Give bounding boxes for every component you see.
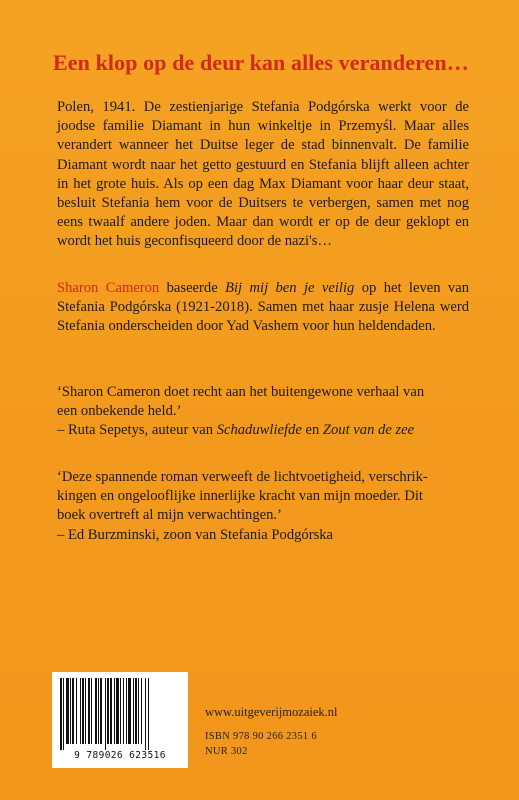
review-quote-1 <box>57 383 477 441</box>
barcode <box>52 672 188 768</box>
nur-text: NUR 302 <box>205 746 248 757</box>
barcode-digits: 9 789026 623516 <box>74 750 166 761</box>
quote1-line1: ‘Sharon Cameron doet recht aan het buitengewone verhaal van <box>57 384 425 400</box>
quote1-attr-a: – Ruta Sepetys, auteur van <box>57 422 217 439</box>
quote1-attribution <box>57 421 477 440</box>
quote2-line1: ‘Deze spannende roman verweeft de lichtvoetigheid, verschrik- <box>57 469 428 485</box>
review-quote-2 <box>57 468 477 545</box>
publisher-website: www.uitgeverijmozaiek.nl <box>205 705 338 719</box>
quote2-attribution: – Ed Burzminski, zoon van Stefania Podgórska <box>57 526 334 543</box>
author-note-paragraph <box>57 279 469 337</box>
publisher-info <box>205 705 337 759</box>
quote1-line2: een onbekende held.’ <box>57 403 182 420</box>
author-note-text-b: op het leven van Stefania Podgórska (1921-2018). Samen met haar zusje Helena werd Stefania onderscheiden door Yad Vashem voor hun heldendaden. <box>57 280 469 335</box>
author-note-text-a: baseerde <box>159 280 226 296</box>
quote1-book-a: Schaduwliefde <box>216 422 302 439</box>
quote2-line3: boek overtreft al mijn verwachtingen.’ <box>57 507 282 524</box>
isbn-text: ISBN 978 90 266 2351 6 <box>205 731 317 742</box>
quote1-book-b: Zout van de zee <box>322 422 415 439</box>
synopsis-paragraph: Polen, 1941. De zestienjarige Stefania Podgórska werkt voor de joodse familie Diamant in hun winkeltje in Przemyśl. Maar alles verandert wanneer het Duitse leger de stad binnenvalt. De familie Diamant wordt naar het getto gestuurd en Stefania blijft alleen achter in het grote huis. Als op een dag Max Diamant voor haar deur staat, besluit Stefania hem voor de Duitsers te verbergen, samen met nog eens twaalf andere joden. Maar dan wordt er op de deur geklopt en wordt het huis geconfisqueerd door de nazi's… <box>57 99 469 250</box>
barcode-bars-icon <box>58 678 182 750</box>
quote1-attr-mid: en <box>301 422 323 439</box>
quote2-line2: kingen en ongelooflijke innerlijke kracht van mijn moeder. Dit <box>57 488 423 505</box>
author-name: Sharon Cameron <box>57 280 160 296</box>
headline: Een klop op de deur kan alles veranderen… <box>53 50 469 75</box>
book-title: Bij mij ben je veilig <box>225 280 355 296</box>
